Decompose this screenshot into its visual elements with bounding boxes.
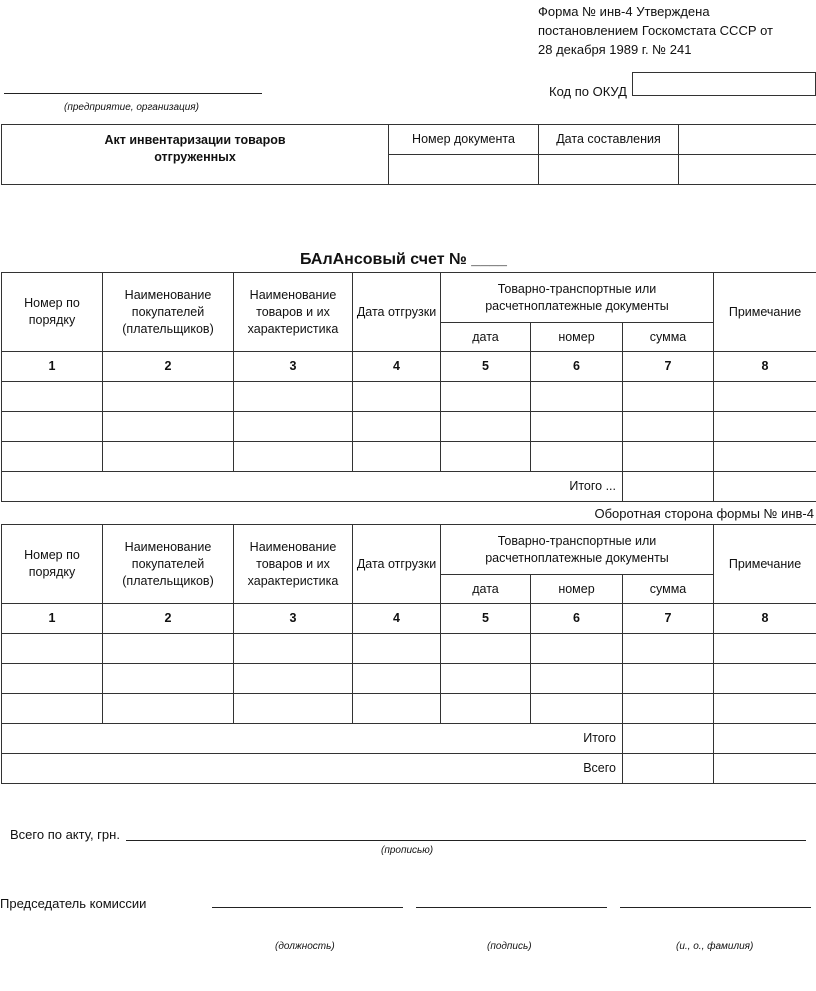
inventory-table-back <box>1 524 816 784</box>
vsego-sum-field[interactable] <box>623 754 714 784</box>
col-header-buyers: Наименование покупателей (плательщиков) <box>103 273 234 352</box>
col-num: 5 <box>441 352 531 382</box>
form-line-2: постановлением Госкомстата СССР от <box>538 23 774 38</box>
col-num: 2 <box>103 604 234 634</box>
form-line-3: 28 декабря 1989 г. № 241 <box>538 42 692 57</box>
column-number-row <box>2 352 816 382</box>
act-title-line-2: отгруженных <box>154 150 236 164</box>
col-header-date: дата <box>441 575 531 604</box>
col-num: 4 <box>353 604 441 634</box>
total-row <box>2 472 816 502</box>
col-header-ship-date: Дата отгрузки <box>353 525 441 604</box>
blank-cell <box>679 155 816 185</box>
table-row[interactable] <box>2 694 816 724</box>
table-row[interactable] <box>2 412 816 442</box>
col-header-goods: Наименование товаров и их характеристика <box>234 525 353 604</box>
signature-line[interactable] <box>416 907 607 908</box>
col-num: 8 <box>714 604 816 634</box>
col-num: 3 <box>234 604 353 634</box>
name-line[interactable] <box>620 907 811 908</box>
itogo-sum-field[interactable] <box>623 472 714 502</box>
col-header-goods: Наименование товаров и их характеристика <box>234 273 353 352</box>
col-header-sum: сумма <box>623 575 714 604</box>
col-num: 2 <box>103 352 234 382</box>
itogo-note-field[interactable] <box>714 724 816 754</box>
col-header-ship-date: Дата отгрузки <box>353 273 441 352</box>
chairman-label: Председатель комиссии <box>0 896 147 911</box>
reverse-side-label: Оборотная сторона формы № инв-4 <box>594 506 814 521</box>
col-header-doc-number: номер <box>531 323 623 352</box>
doc-date-label: Дата составления <box>539 125 679 155</box>
col-header-buyers: Наименование покупателей (плательщиков) <box>103 525 234 604</box>
org-caption: (предприятие, организация) <box>64 102 199 113</box>
col-num: 6 <box>531 352 623 382</box>
okud-label: Код по ОКУД <box>549 84 627 99</box>
col-header-date: дата <box>441 323 531 352</box>
grand-total-row <box>2 754 816 784</box>
doc-number-field[interactable] <box>389 155 539 185</box>
col-num: 8 <box>714 352 816 382</box>
vsego-label: Всего <box>2 754 623 784</box>
act-header-table <box>1 124 816 185</box>
col-num: 4 <box>353 352 441 382</box>
position-line[interactable] <box>212 907 403 908</box>
col-header-note: Примечание <box>714 273 816 352</box>
act-title <box>2 125 389 185</box>
itogo-sum-field[interactable] <box>623 724 714 754</box>
column-number-row <box>2 604 816 634</box>
table-row[interactable] <box>2 634 816 664</box>
col-num: 7 <box>623 604 714 634</box>
act-title-line-1: Акт инвентаризации товаров <box>104 133 286 147</box>
itogo-label: Итого ... <box>2 472 623 502</box>
words-caption: (прописью) <box>381 845 434 856</box>
okud-code-field[interactable] <box>632 72 816 96</box>
doc-date-field[interactable] <box>539 155 679 185</box>
col-num: 1 <box>2 352 103 382</box>
doc-number-label: Номер документа <box>389 125 539 155</box>
col-num: 7 <box>623 352 714 382</box>
table-row[interactable] <box>2 382 816 412</box>
col-header-doc-number: номер <box>531 575 623 604</box>
col-header-documents: Товарно-транспортные или расчетноплатежные документы <box>441 273 714 323</box>
blank-cell <box>679 125 816 155</box>
name-caption: (и., о., фамилия) <box>676 941 754 952</box>
col-header-number: Номер по порядку <box>2 525 103 604</box>
signature-caption: (подпись) <box>487 941 532 952</box>
col-header-number: Номер по порядку <box>2 273 103 352</box>
itogo-note-field[interactable] <box>714 472 816 502</box>
table-row[interactable] <box>2 664 816 694</box>
col-num: 1 <box>2 604 103 634</box>
table-row[interactable] <box>2 442 816 472</box>
form-line-1: Форма № инв-4 Утверждена <box>538 4 710 19</box>
col-num: 3 <box>234 352 353 382</box>
position-caption: (должность) <box>275 941 335 952</box>
total-in-words-line[interactable] <box>126 840 806 841</box>
form-approval-note <box>538 2 773 59</box>
total-row <box>2 724 816 754</box>
col-header-sum: сумма <box>623 323 714 352</box>
col-header-note: Примечание <box>714 525 816 604</box>
itogo-label: Итого <box>2 724 623 754</box>
col-header-documents: Товарно-транспортные или расчетноплатежные документы <box>441 525 714 575</box>
balance-account-title: БАлАнсовый счет № ____ <box>300 251 507 268</box>
col-num: 6 <box>531 604 623 634</box>
vsego-note-field[interactable] <box>714 754 816 784</box>
org-name-line[interactable] <box>4 93 262 94</box>
total-by-act-label: Всего по акту, грн. <box>10 827 120 842</box>
inventory-table-front <box>1 272 816 502</box>
col-num: 5 <box>441 604 531 634</box>
